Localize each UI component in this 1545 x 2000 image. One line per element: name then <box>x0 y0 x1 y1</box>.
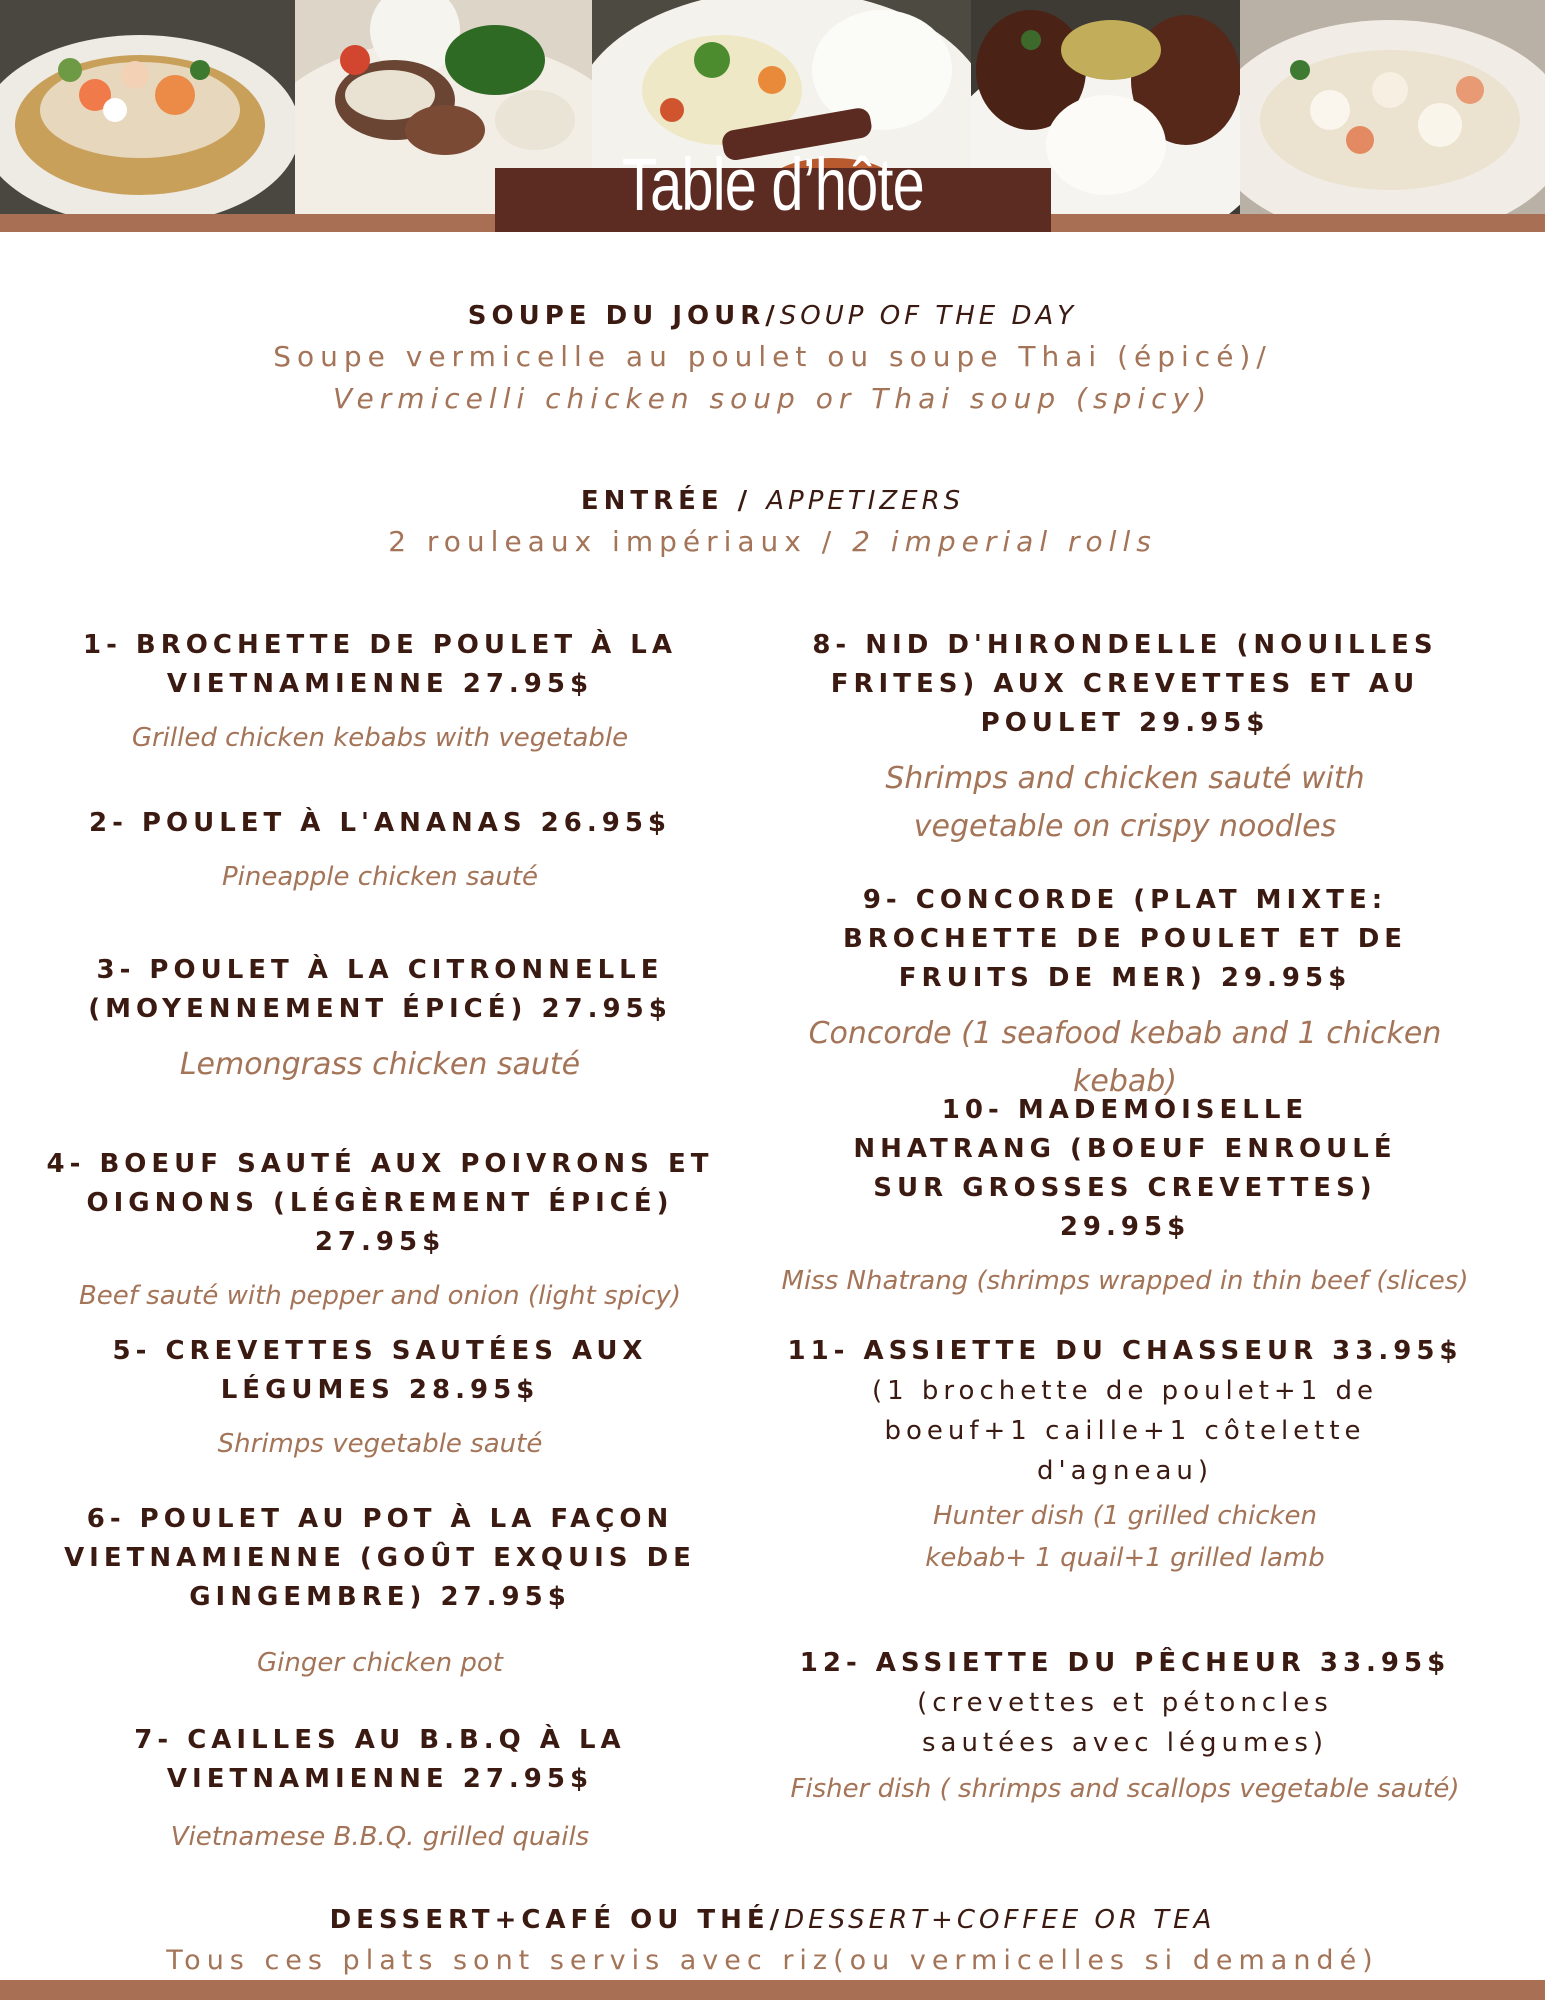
dessert-heading-fr: DESSERT+CAFÉ OU THÉ/ <box>329 1905 785 1935</box>
menu-item-title: 1- BROCHETTE DE POULET À LA VIETNAMIENNE 27.95$ <box>83 630 677 699</box>
menu-item-desc: Beef sauté with pepper and onion (light spicy) <box>78 1281 682 1311</box>
menu-item-desc: Grilled chicken kebabs with vegetable <box>131 723 629 753</box>
menu-item-12 <box>775 1644 1475 1811</box>
menu-item-1 <box>30 626 730 760</box>
menu-item-desc: Vietnamese B.B.Q. grilled quails <box>170 1822 590 1852</box>
footer-divider-band <box>0 1980 1545 2000</box>
menu-item-desc: Hunter dish (1 grilled chicken kebab+ 1 quail+1 grilled lamb <box>925 1501 1325 1573</box>
menu-item-6 <box>30 1500 730 1685</box>
menu-item-7 <box>30 1721 730 1859</box>
menu-item-title: 3- POULET À LA CITRONNELLE (MOYENNEMENT ÉPICÉ) 27.95$ <box>88 955 672 1024</box>
food-photo-noodle-nest <box>0 0 295 214</box>
menu-item-desc: Concorde (1 seafood kebab and 1 chicken kebab) <box>808 1016 1442 1099</box>
menu-item-9 <box>775 881 1475 1106</box>
menu-item-desc: Shrimps vegetable sauté <box>217 1429 543 1459</box>
menu-item-desc: Lemongrass chicken sauté <box>179 1047 581 1082</box>
menu-item-desc: Ginger chicken pot <box>257 1648 503 1678</box>
appetizer-heading-fr: ENTRÉE / <box>580 486 767 516</box>
menu-item-extra: (1 brochette de poulet+1 de boeuf+1 caille+1 côtelette d'agneau) <box>871 1376 1379 1486</box>
food-photo-seafood <box>1240 0 1545 214</box>
appetizer-line <box>0 521 1545 563</box>
appetizer-line-en: 2 imperial rolls <box>852 525 1157 558</box>
menu-item-5 <box>30 1332 730 1466</box>
footer-section <box>0 1900 1545 1982</box>
menu-item-title: 8- NID D'HIRONDELLE (NOUILLES FRITES) AUX CREVETTES ET AU POULET 29.95$ <box>812 630 1438 738</box>
appetizer-section <box>0 481 1545 563</box>
title-banner <box>495 143 1051 232</box>
menu-item-title: 5- CREVETTES SAUTÉES AUX LÉGUMES 28.95$ <box>112 1336 648 1405</box>
menu-item-10 <box>775 1091 1475 1303</box>
menu-item-title: 11- ASSIETTE DU CHASSEUR 33.95$ <box>787 1336 1463 1366</box>
page-title: Table d’hôte <box>622 143 924 226</box>
menu-item-desc: Fisher dish ( shrimps and scallops vegetable sauté) <box>790 1774 1460 1804</box>
menu-item-2 <box>30 804 730 899</box>
menu-item-3 <box>30 951 730 1089</box>
menu-item-title: 2- POULET À L'ANANAS 26.95$ <box>88 808 671 838</box>
menu-item-title: 9- CONCORDE (PLAT MIXTE: BROCHETTE DE POULET ET DE FRUITS DE MER) 29.95$ <box>842 885 1408 993</box>
soup-line-en: Vermicelli chicken soup or Thai soup (spicy) <box>332 382 1213 415</box>
soup-section <box>0 296 1545 420</box>
menu-item-4 <box>30 1145 730 1318</box>
appetizer-heading-en: APPETIZERS <box>766 486 965 516</box>
soup-heading-fr: SOUPE DU JOUR/ <box>467 301 780 331</box>
menu-item-title: 6- POULET AU POT À LA FAÇON VIETNAMIENNE (GOÛT EXQUIS DE GINGEMBRE) 27.95$ <box>64 1504 696 1612</box>
appetizer-heading <box>0 481 1545 521</box>
menu-item-extra: (crevettes et pétoncles sautées avec légumes) <box>917 1688 1333 1758</box>
dessert-heading <box>0 1900 1545 1940</box>
menu-item-title: 4- BOEUF SAUTÉ AUX POIVRONS ET OIGNONS (LÉGÈREMENT ÉPICÉ) 27.95$ <box>46 1149 714 1257</box>
menu-item-desc: Miss Nhatrang (shrimps wrapped in thin beef (slices) <box>781 1266 1469 1296</box>
menu-item-desc: Shrimps and chicken sauté with vegetable on crispy noodles <box>885 761 1365 844</box>
menu-item-title: 12- ASSIETTE DU PÊCHEUR 33.95$ <box>799 1648 1451 1678</box>
menu-item-desc: Pineapple chicken sauté <box>221 862 539 892</box>
footer-note: Tous ces plats sont servis avec riz(ou vermicelles si demandé) <box>166 1945 1379 1976</box>
soup-heading <box>0 296 1545 336</box>
dessert-heading-en: DESSERT+COFFEE OR TEA <box>784 1905 1216 1935</box>
menu-item-title: 7- CAILLES AU B.B.Q À LA VIETNAMIENNE 27.95$ <box>134 1725 626 1794</box>
menu-item-title: 10- MADEMOISELLE NHATRANG (BOEUF ENROULÉ SUR GROSSES CREVETTES) 29.95$ <box>853 1095 1397 1242</box>
soup-line-fr: Soupe vermicelle au poulet ou soupe Thai (épicé)/ <box>273 340 1272 373</box>
menu-item-11 <box>775 1332 1475 1579</box>
soup-heading-en: SOUP OF THE DAY <box>779 301 1078 331</box>
appetizer-line-fr: 2 rouleaux impériaux / <box>388 525 853 558</box>
menu-item-8 <box>775 626 1475 851</box>
